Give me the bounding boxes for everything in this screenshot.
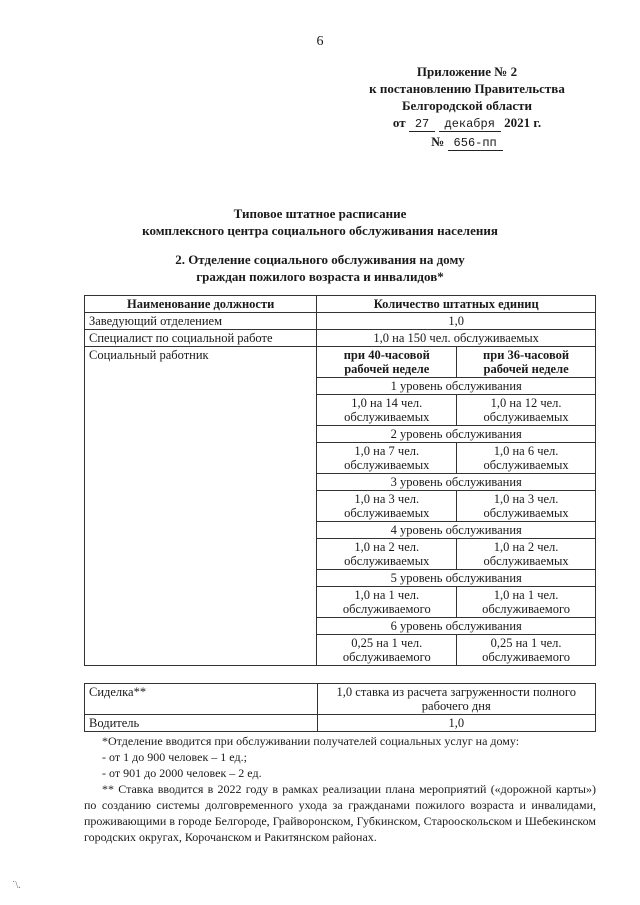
count-cell: 1,0	[317, 715, 595, 732]
level-value-36: 1,0 на 2 чел. обслуживаемых	[457, 539, 596, 570]
appendix-number	[342, 133, 592, 152]
resolution-number: 656-пп	[448, 136, 503, 151]
count-cell: 1,0	[317, 313, 596, 330]
appendix-date	[342, 114, 592, 133]
level-label: 4 уровень обслуживания	[317, 522, 596, 539]
social-worker-row	[85, 347, 596, 378]
section-line1: 2. Отделение социального обслуживания на дому	[175, 252, 465, 267]
table-row	[85, 313, 596, 330]
number-prefix: №	[431, 134, 445, 149]
footnote-1-b: - от 901 до 2000 человек – 2 ед.	[102, 766, 262, 780]
level-value-36: 1,0 на 1 чел. обслуживаемого	[457, 587, 596, 618]
position-cell: Заведующий отделением	[85, 313, 317, 330]
level-value-36: 1,0 на 3 чел. обслуживаемых	[457, 491, 596, 522]
scan-mark: ˙\.	[12, 880, 21, 891]
count-cell: 1,0 на 150 чел. обслуживаемых	[317, 330, 596, 347]
level-value-40: 0,25 на 1 чел. обслуживаемого	[317, 635, 457, 666]
appendix-title: Приложение № 2	[416, 64, 518, 79]
position-cell: Сиделка**	[85, 684, 318, 715]
level-label: 5 уровень обслуживания	[317, 570, 596, 587]
header-40-hour: при 40-часовой рабочей неделе	[317, 347, 457, 378]
page-number: 6	[316, 34, 324, 49]
level-value-40: 1,0 на 14 чел. обслуживаемых	[317, 395, 457, 426]
table-header-row	[85, 296, 596, 313]
position-cell: Социальный работник	[85, 347, 317, 666]
level-value-40: 1,0 на 2 чел. обслуживаемых	[317, 539, 457, 570]
footnote-2: ** Ставка вводится в 2022 году в рамках реализации плана мероприятий («дорожной карты») по созданию системы долговременного ухода за гражданами пожилого возраста и инвалидами, проживающими в городе Белгороде, Грайворонском, Губкинском, Старооскольском и Шебекинском городских округах, Корочанском и Ракитянском районах.	[84, 782, 596, 844]
table-row	[85, 684, 596, 715]
appendix-line1: к постановлению Правительства	[369, 81, 565, 96]
appendix-block	[342, 63, 592, 152]
level-value-36: 1,0 на 6 чел. обслуживаемых	[457, 443, 596, 474]
section-title	[0, 251, 640, 285]
date-month: декабря	[439, 117, 501, 132]
staff-table	[84, 295, 596, 666]
footnotes	[84, 733, 596, 845]
date-prefix: от	[392, 115, 406, 130]
level-label: 1 уровень обслуживания	[317, 378, 596, 395]
position-cell: Специалист по социальной работе	[85, 330, 317, 347]
header-position: Наименование должности	[85, 296, 317, 313]
staff-table-continued	[84, 683, 596, 732]
header-count: Количество штатных единиц	[317, 296, 596, 313]
level-value-36: 1,0 на 12 чел. обслуживаемых	[457, 395, 596, 426]
title-line2: комплексного центра социального обслуживания населения	[142, 223, 498, 238]
level-value-36: 0,25 на 1 чел. обслуживаемого	[457, 635, 596, 666]
level-label: 3 уровень обслуживания	[317, 474, 596, 491]
level-value-40: 1,0 на 7 чел. обслуживаемых	[317, 443, 457, 474]
table-row	[85, 330, 596, 347]
section-line2: граждан пожилого возраста и инвалидов*	[196, 269, 444, 284]
table-row	[85, 715, 596, 732]
level-value-40: 1,0 на 3 чел. обслуживаемых	[317, 491, 457, 522]
date-day: 27	[409, 117, 435, 132]
title-line1: Типовое штатное расписание	[233, 206, 407, 221]
footnote-1: *Отделение вводится при обслуживании получателей социальных услуг на дому:	[102, 734, 520, 748]
date-year: 2021 г.	[504, 115, 542, 130]
document-title	[0, 205, 640, 239]
position-cell: Водитель	[85, 715, 318, 732]
header-36-hour: при 36-часовой рабочей неделе	[457, 347, 596, 378]
footnote-1-a: - от 1 до 900 человек – 1 ед.;	[102, 750, 247, 764]
level-label: 6 уровень обслуживания	[317, 618, 596, 635]
level-value-40: 1,0 на 1 чел. обслуживаемого	[317, 587, 457, 618]
count-cell: 1,0 ставка из расчета загруженности полного рабочего дня	[317, 684, 595, 715]
level-label: 2 уровень обслуживания	[317, 426, 596, 443]
appendix-line2: Белгородской области	[401, 98, 533, 113]
